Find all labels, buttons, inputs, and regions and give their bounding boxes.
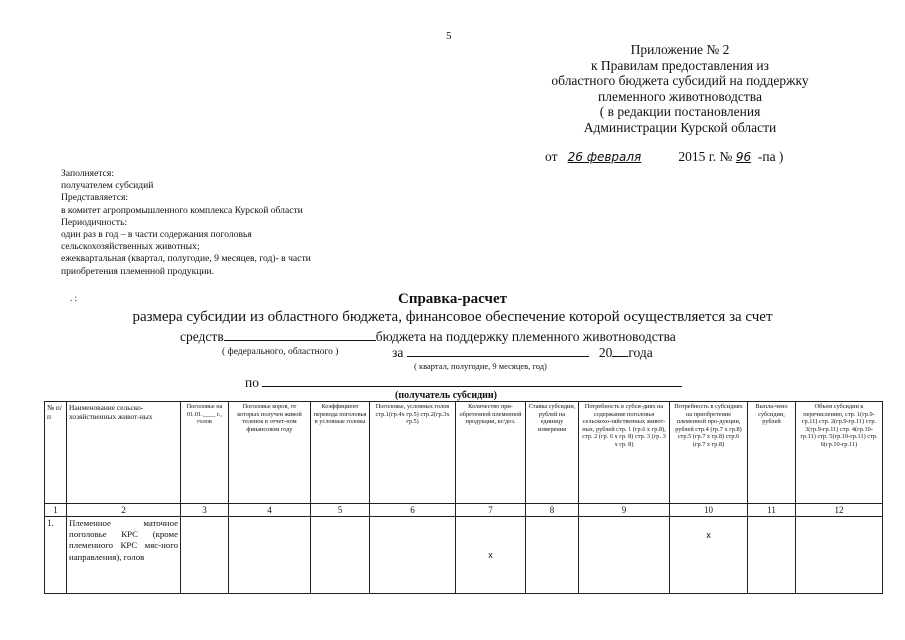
year-blank	[612, 344, 628, 357]
empty-cell	[370, 517, 456, 594]
header-cell: Выпла-чено субсидии, рублей	[748, 402, 796, 504]
header-cell: Потребность в субсидиях на приобретение племенной про-дукции, рублей стр.4 (гр.7 х гр.8) стр.5 (гр.7 х гр.8) стр.6 (гр.7 х гр.8)	[670, 402, 748, 504]
recipient-prefix: по	[245, 375, 259, 390]
appendix-line: Приложение № 2	[630, 42, 730, 57]
stray-marks: . :	[70, 293, 78, 303]
row-number: 1.	[45, 517, 67, 594]
column-number: 10	[670, 504, 748, 517]
column-number-row	[45, 504, 883, 517]
funds-line	[180, 328, 676, 345]
funds-suffix: бюджета на поддержку племенного животноводства	[375, 329, 676, 344]
budget-blank	[224, 328, 376, 341]
header-cell: Ставка субсидии, рублей на единицу измерения	[526, 402, 579, 504]
filing-info-line: приобретения племенной продукции.	[61, 265, 215, 277]
recipient-line	[245, 374, 682, 391]
filing-info-line: Периодичность:	[61, 216, 128, 228]
handwritten-date: 26 февраля	[567, 150, 642, 164]
filing-info-line: ежеквартальная (квартал, полугодие, 9 месяцев, год)- в части	[61, 253, 311, 265]
period-suffix: года	[628, 345, 653, 360]
date-prefix: от	[545, 149, 558, 164]
number-suffix: -па )	[757, 149, 784, 164]
empty-cell	[748, 517, 796, 594]
appendix-line: Администрации Курской области	[583, 119, 777, 135]
empty-cell	[311, 517, 370, 594]
table-row	[45, 517, 883, 594]
period-line	[392, 344, 653, 361]
resolution-date-line	[545, 149, 783, 165]
empty-cell	[229, 517, 311, 594]
year-prefix: 20	[598, 345, 613, 360]
filing-info-line: Заполняется:	[61, 168, 114, 179]
column-number: 6	[370, 504, 456, 517]
appendix-line: к Правилам предоставления из	[591, 57, 769, 73]
x-mark: х	[670, 517, 748, 594]
appendix-line: племенного животноводства	[598, 88, 762, 104]
filing-info-line: в комитет агропромышленного комплекса Курской области	[61, 204, 303, 216]
page-number: 5	[446, 30, 452, 42]
empty-cell	[181, 517, 229, 594]
header-cell: № п/п	[45, 402, 67, 504]
column-number: 11	[748, 504, 796, 517]
empty-cell	[526, 517, 579, 594]
column-number: 2	[67, 504, 181, 517]
column-number: 7	[456, 504, 526, 517]
document-title: Справка-расчет	[397, 291, 507, 307]
funds-prefix: средств	[180, 329, 224, 344]
appendix-block	[520, 42, 840, 135]
column-number: 8	[526, 504, 579, 517]
period-blank	[407, 344, 589, 357]
column-number: 5	[311, 504, 370, 517]
budget-note: ( федерального, областного )	[222, 347, 339, 357]
header-cell: Объем субсидии к перечислению, стр. 1(гр.9-гр.11) стр. 2(гр.9-гр.11) стр. 3(гр.9-гр.11) стр. 4(гр.10-гр.11) стр. 5(гр.10-гр.11) стр. 6(гр.10-гр.11)	[796, 402, 883, 504]
header-cell: Поголовье, условных голов стр.1(гр.4х гр.5) стр.2(гр.3х гр.5)	[370, 402, 456, 504]
empty-cell	[796, 517, 883, 594]
subsidy-table	[44, 401, 883, 594]
filing-info-line: Представляется:	[61, 192, 129, 204]
column-number: 9	[579, 504, 670, 517]
period-note: ( квартал, полугодие, 9 месяцев, год)	[414, 361, 547, 371]
appendix-line: областного бюджета субсидий на поддержку	[551, 73, 809, 88]
row-label: Племенное маточное поголовье КРС (кроме племенного КРС мяс-ного направления), голов	[67, 517, 181, 594]
filing-info-line: получателем субсидий	[61, 180, 154, 192]
header-cell: Поголовье на 01.01.____ г., голов	[181, 402, 229, 504]
table-header-row	[45, 402, 883, 504]
filing-info-line: сельскохозяйственных животных;	[61, 241, 200, 253]
header-cell: Коэффициент перевода поголовья в условные головы	[311, 402, 370, 504]
appendix-line: ( в редакции постановления	[599, 104, 761, 119]
column-number: 12	[796, 504, 883, 517]
recipient-blank	[262, 374, 682, 387]
header-cell: Потребность в субси-диях на содержание поголовья сельскохо-зяйственных живот-ных, рублей стр. 1 (гр.6 х гр.8), стр. 2 (гр. 6 х гр. 8) стр. 3 (гр. 3 х гр. 8)	[579, 402, 670, 504]
filing-info-line: один раз в год – в части содержания поголовья	[61, 229, 252, 241]
column-number: 1	[45, 504, 67, 517]
header-cell: Количество при-обретенной племенной продукции, кг/доз.	[456, 402, 526, 504]
header-cell: Наименование сельско-хозяйственных живот-ных	[67, 402, 181, 504]
year-text: 2015 г. №	[678, 149, 733, 164]
header-cell: Поголовье коров, от которых получен живой теленок в отчет-ном финансовом году	[229, 402, 311, 504]
filing-info	[61, 168, 311, 278]
column-number: 4	[229, 504, 311, 517]
column-number: 3	[181, 504, 229, 517]
period-prefix: за	[392, 345, 404, 360]
document-subtitle: размера субсидии из областного бюджета, финансовое обеспечение которой осуществляется за счет	[132, 309, 773, 325]
empty-cell	[579, 517, 670, 594]
recipient-note: (получатель субсидии)	[395, 390, 497, 401]
handwritten-number: 96	[735, 150, 752, 164]
x-mark: х	[456, 517, 526, 594]
